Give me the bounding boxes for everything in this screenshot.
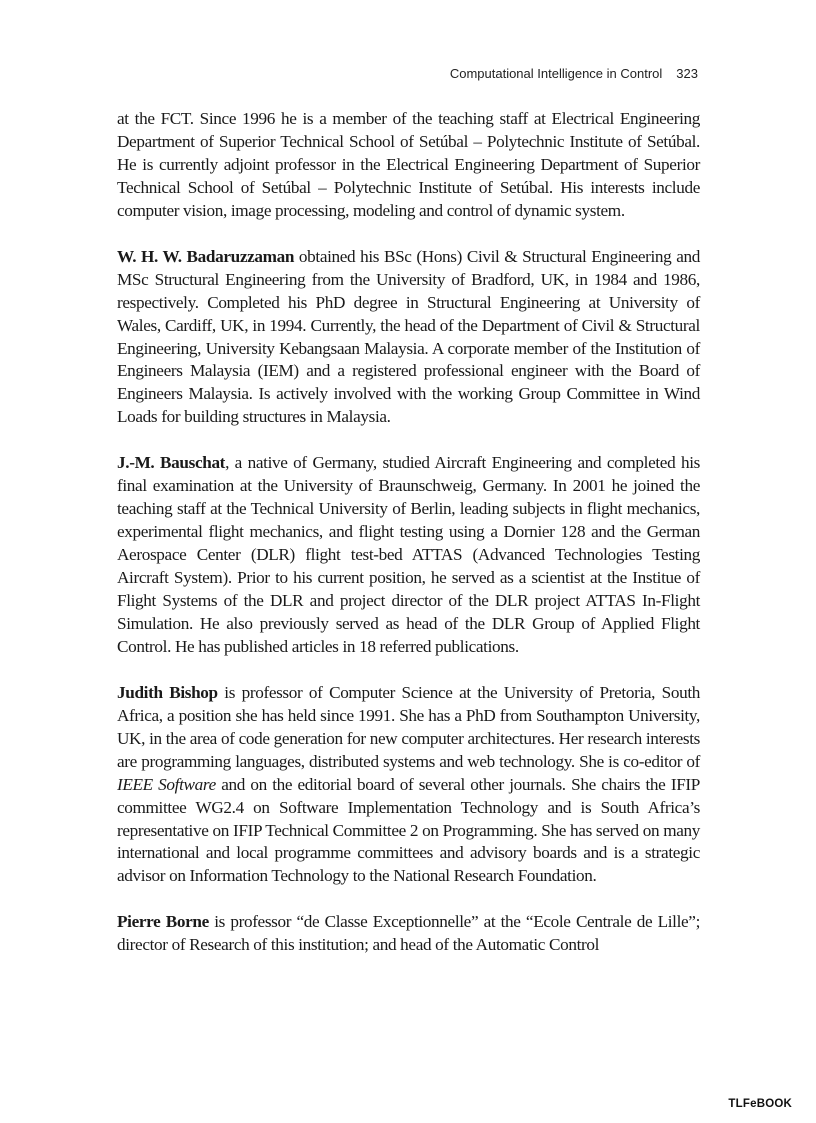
paragraph-text: , a native of Germany, studied Aircraft Engineering and completed his final examination at the University of Braunschweig, Germany. In 2001 he joined the teaching staff at the Technical University of Berlin, leading subjects in flight mechanics, experimental flight mechanics, and flight testing using a Dornier 128 and the German Aerospace Center (DLR) flight test-bed ATTAS (Advanced Technologies Testing Aircraft System). Prior to his current position, he served as a scientist at the Institue of Flight Systems of the DLR and project director of the DLR project ATTAS In-Flight Simulation. He also previously served as head of the DLR Group of Applied Flight Control. He has published articles in 18 referred publications. [117,453,700,656]
watermark: TLFeBOOK [728,1098,792,1110]
bio-paragraph-borne [117,911,700,957]
bio-paragraph-badaruzzaman [117,246,700,430]
page-body [117,108,700,957]
bio-paragraph-bauschat [117,452,700,659]
running-title: Computational Intelligence in Control [449,66,663,81]
running-head [450,66,698,81]
bio-name: Pierre Borne [117,912,209,932]
paragraph-text: is professor “de Classe Exceptionnelle” at the “Ecole Centrale de Lille”; director of Research of this institution; and head of the Automatic Control [117,912,700,955]
bio-name: Judith Bishop [117,682,218,702]
bio-paragraph-bishop [117,682,700,889]
page-number: 323 [676,66,698,81]
paragraph-text: and on the editorial board of several other journals. She chairs the IFIP committee WG2.4 on Software Implementation Technology and is South Africa’s representative on IFIP Technical Committee 2 on Programming. She has served on many international and local programme committees and advisory boards and is a strategic advisor on Information Technology to the National Research Foundation. [117,774,700,886]
bio-paragraph-continued [117,108,700,223]
paragraph-text: obtained his BSc (Hons) Civil & Structural Engineering and MSc Structural Engineering from the University of Bradford, UK, in 1984 and 1986, respectively. Completed his PhD degree in Structural Engineering at University of Wales, Cardiff, UK, in 1994. Currently, the head of the Department of Civil & Structural Engineering, University Kebangsaan Malaysia. A corporate member of the Institution of Engineers Malaysia (IEM) and a registered professional engineer with the Board of Engineers Malaysia. Is actively involved with the working Group Committee in Wind Loads for building structures in Malaysia. [117,246,700,427]
bio-name: W. H. W. Badaruzzaman [117,246,295,266]
paragraph-text: at the FCT. Since 1996 he is a member of the teaching staff at Electrical Engineering Department of Superior Technical School of Setúbal – Polytechnic Institute of Setúbal. He is currently adjoint professor in the Electrical Engineering Department of Superior Technical School of Setúbal – Polytechnic Institute of Setúbal. His interests include computer vision, image processing, modeling and control of dynamic system. [117,109,700,220]
paragraph-text: is professor of Computer Science at the University of Pretoria, South Africa, a position she has held since 1991. She has a PhD from Southampton University, UK, in the area of code generation for new computer architectures. Her research interests are programming languages, distributed systems and web technology. She is co-editor of [117,682,700,771]
journal-title: IEEE Software [117,774,216,794]
bio-name: J.-M. Bauschat [117,453,226,473]
